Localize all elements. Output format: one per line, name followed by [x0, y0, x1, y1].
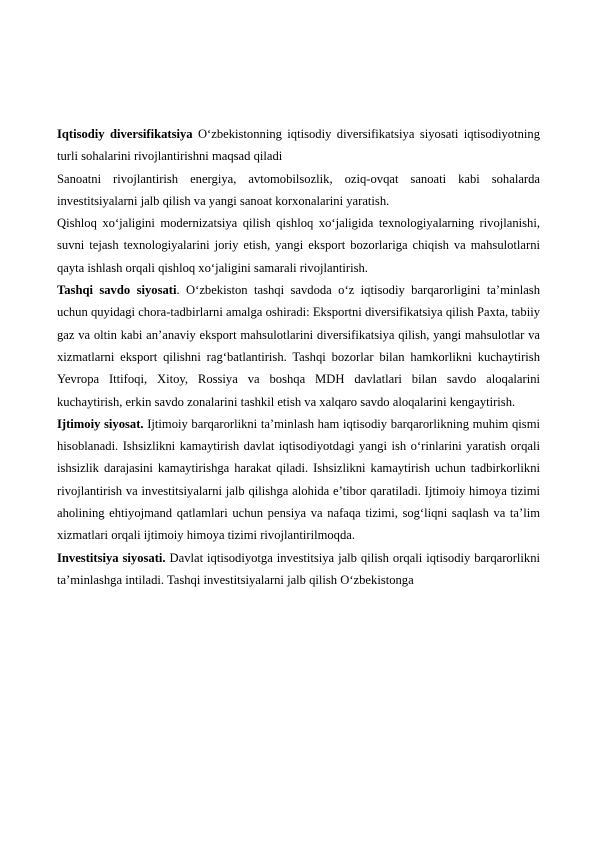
heading-foreign-trade-policy: Tashqi savdo siyosati	[57, 283, 177, 298]
heading-investment-policy: Investitsiya siyosati.	[57, 550, 166, 565]
paragraph-social-policy	[57, 413, 540, 547]
paragraph-text: Davlat iqtisodiyotga investitsiya jalb qilish orqali iqtisodiy barqarorlikni ta’minlashga intiladi. Tashqi investitsiyalarni jalb qilish O‘zbekistonga	[57, 550, 540, 587]
paragraph-text: . O‘zbekiston tashqi savdoda o‘z iqtisodiy barqarorligini ta’minlash uchun quyidagi chora-tadbirlarni amalga oshiradi: Eksportni diversifikatsiya qilish Paxta, tabiiy gaz va oltin kabi an’anaviy eksport mahsulotlarini diversifikatsiya qilish, yangi mahsulotlar va xizmatlarni eksport qilishni rag‘batlantirish. Tashqi bozorlar bilan hamkorlikni kuchaytirish Yevropa Ittifoqi, Xitoy, Rossiya va boshqa MDH davlatlari bilan savdo aloqalarini kuchaytirish, erkin savdo zonalarini tashkil etish va xalqaro savdo aloqalarini kengaytirish.	[57, 283, 540, 409]
paragraph-text: O‘zbekistonning iqtisodiy diversifikatsiya siyosati iqtisodiyotning turli sohalarini rivojlantirishni maqsad qiladi	[57, 127, 540, 164]
paragraph-text: Sanoatni rivojlantirish energiya, avtomobilsozlik, oziq-ovqat sanoati kabi sohalarda investitsiyalarni jalb qilish va yangi sanoat korxonalarini yaratish.	[57, 171, 540, 208]
paragraph-industry-development	[57, 168, 540, 213]
heading-economic-diversification: Iqtisodiy diversifikatsiya	[57, 127, 193, 141]
document-body	[57, 123, 540, 591]
paragraph-foreign-trade-policy	[57, 279, 540, 413]
heading-social-policy: Ijtimoiy siyosat.	[57, 416, 144, 431]
paragraph-text: Qishloq xo‘jaligini modernizatsiya qilish qishloq xo‘jaligida texnologiyalarning rivojlanishi, suvni tejash texnologiyalarini joriy etish, yangi eksport bozorlariga chiqish va mahsulotlarni qayta ishlash orqali qishloq xo‘jaligini samarali rivojlantirish.	[57, 216, 540, 275]
paragraph-investment-policy	[57, 547, 540, 592]
paragraph-text: Ijtimoiy barqarorlikni ta’minlash ham iqtisodiy barqarorlikning muhim qismi hisoblanadi. Ishsizlikni kamaytirish davlat iqtisodiyotdagi yangi ish o‘rinlarini yaratish orqali ishsizlik darajasini kamaytirishga harakat qiladi. Ishsizlikni kamaytirish uchun tadbirkorlikni rivojlantirish va investitsiyalarni jalb qilishga alohida e’tibor qaratiladi. Ijtimoiy himoya tizimi aholining ehtiyojmand qatlamlari uchun pensiya va nafaqa tizimi, sog‘liqni saqlash va ta’lim xizmatlari orqali ijtimoiy himoya tizimi rivojlantirilmoqda.	[57, 416, 540, 543]
paragraph-agriculture-modernization	[57, 212, 540, 279]
paragraph-economic-diversification	[57, 123, 540, 168]
